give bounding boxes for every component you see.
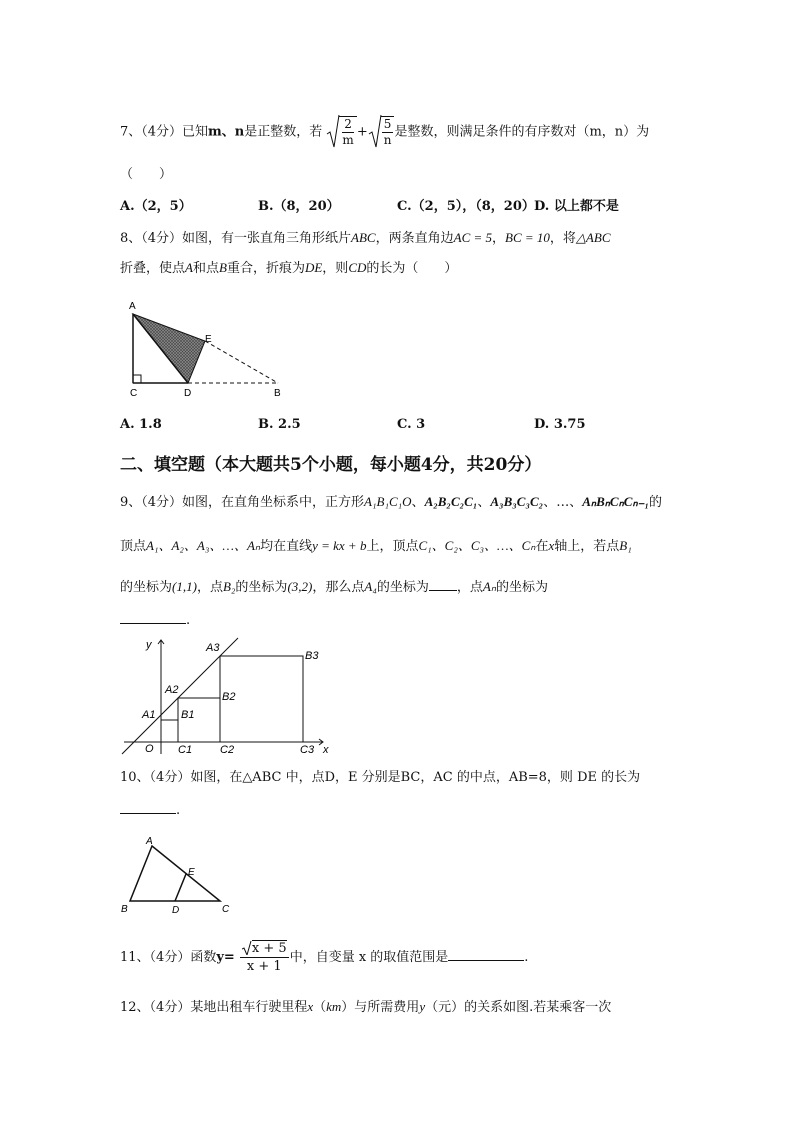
function-fraction: $\frac{x + 5}{x + 1}$ — [239, 940, 290, 975]
answer-blank-de[interactable] — [120, 813, 176, 814]
q11-line: 11、（4分）函数y= $\frac{x + 5}{x + 1}$ 中，自变量 x 的取值范围是 . — [120, 941, 529, 974]
folded-shaded-triangle — [133, 314, 205, 383]
label-b: B — [121, 904, 128, 915]
label-b1: B1 — [181, 709, 195, 721]
q8-option-b: B. 2.5 — [258, 417, 301, 432]
q9-line2: 顶点A₁、A₂、A₃、…、Aₙ均在直线y = kx + b上，顶点C₁、C₂、C₃、…、Cₙ在x轴上，若点B₁ — [120, 538, 632, 554]
label-c1: C1 — [178, 744, 193, 756]
sqrt-5-over-n: $\frac{5}{n}$ — [368, 114, 395, 150]
label-y: y — [146, 639, 152, 651]
q7-option-a: A.（2，5） — [120, 199, 192, 214]
q8-line1: 8、（4分）如图，有一张直角三角形纸片ABC，两条直角边AC = 5，BC = 10，将△ABC — [120, 230, 611, 246]
segment-de — [175, 874, 186, 901]
label-a: A — [129, 301, 136, 312]
radical-sign — [326, 114, 340, 150]
q9-answer-line: . — [120, 612, 190, 630]
q10-line1: 10、（4分）如图，在△ABC 中，点D，E 分别是BC，AC 的中点，AB=8，则 DE 的长为 — [120, 770, 641, 785]
label-e: E — [205, 334, 212, 345]
q9-coordinate-figure — [118, 634, 340, 758]
label-b: B — [274, 388, 281, 399]
q9-line1: 9、（4分）如图，在直角坐标系中，正方形A₁B₁C₁O、A₂B₂C₂C₁、A₃B₃C₃C₂、…、AₙBₙCₙCₙ₋₁的 — [120, 494, 663, 510]
label-d: D — [172, 905, 180, 916]
label-x: x — [323, 744, 329, 756]
label-c2: C2 — [220, 744, 235, 756]
section-title: 二、填空题（本大题共5个小题，每小题4分，共20分） — [120, 455, 542, 475]
label-a3: A3 — [206, 642, 220, 654]
q10-triangle-figure — [118, 834, 238, 916]
answer-blank-range[interactable] — [448, 960, 524, 961]
q8-figure — [118, 296, 298, 400]
answer-blank-a4[interactable] — [429, 590, 457, 591]
radical-sign — [368, 114, 382, 150]
answer-blank-an[interactable] — [120, 623, 186, 624]
triangle-abc — [130, 846, 220, 901]
q8-line2: 折叠，使点A和点B重合，折痕为DE，则CD的长为（ ） — [120, 260, 458, 276]
square-1 — [161, 720, 178, 742]
q7-line1: 7、（4分）已知m、n是正整数，若 $\frac{2}{m}$ + $\frac{5}{n}$ 是整数，则满足条件的有序数对（m，n）为 — [120, 114, 649, 150]
label-a1: A1 — [142, 709, 156, 721]
right-angle-mark — [133, 375, 141, 383]
q8-option-a: A. 1.8 — [120, 417, 162, 432]
label-e: E — [188, 867, 195, 878]
line-y-kx-b — [122, 638, 238, 754]
label-a: A — [146, 836, 153, 847]
label-o: O — [145, 743, 154, 755]
label-b2: B2 — [222, 691, 236, 703]
label-c: C — [222, 904, 230, 915]
q9-line3: 的坐标为(1,1)，点B₂的坐标为(3,2)，那么点A₄的坐标为 ，点Aₙ的坐标为 — [120, 579, 549, 595]
q8-option-c: C. 3 — [397, 417, 426, 432]
q7-option-b: B.（8，20） — [258, 199, 340, 214]
q10-answer-line: . — [120, 802, 180, 820]
label-c3: C3 — [300, 744, 315, 756]
q8-option-d: D. 3.75 — [534, 417, 586, 432]
label-d: D — [184, 388, 192, 399]
dashed-eb — [205, 341, 278, 383]
q7-paren: （ ） — [120, 167, 173, 182]
label-b3: B3 — [305, 650, 319, 662]
q7-option-c: C.（2，5），（8，20） — [397, 199, 535, 214]
q7-option-d: D. 以上都不是 — [534, 199, 619, 214]
label-c: C — [130, 388, 138, 399]
label-a2: A2 — [165, 684, 179, 696]
q12-line1: 12、（4分）某地出租车行驶里程x（km）与所需费用y（元）的关系如图.若某乘客一次 — [120, 999, 612, 1015]
sqrt-2-over-m: $\frac{2}{m}$ — [326, 114, 356, 150]
radical-sign — [242, 940, 252, 955]
